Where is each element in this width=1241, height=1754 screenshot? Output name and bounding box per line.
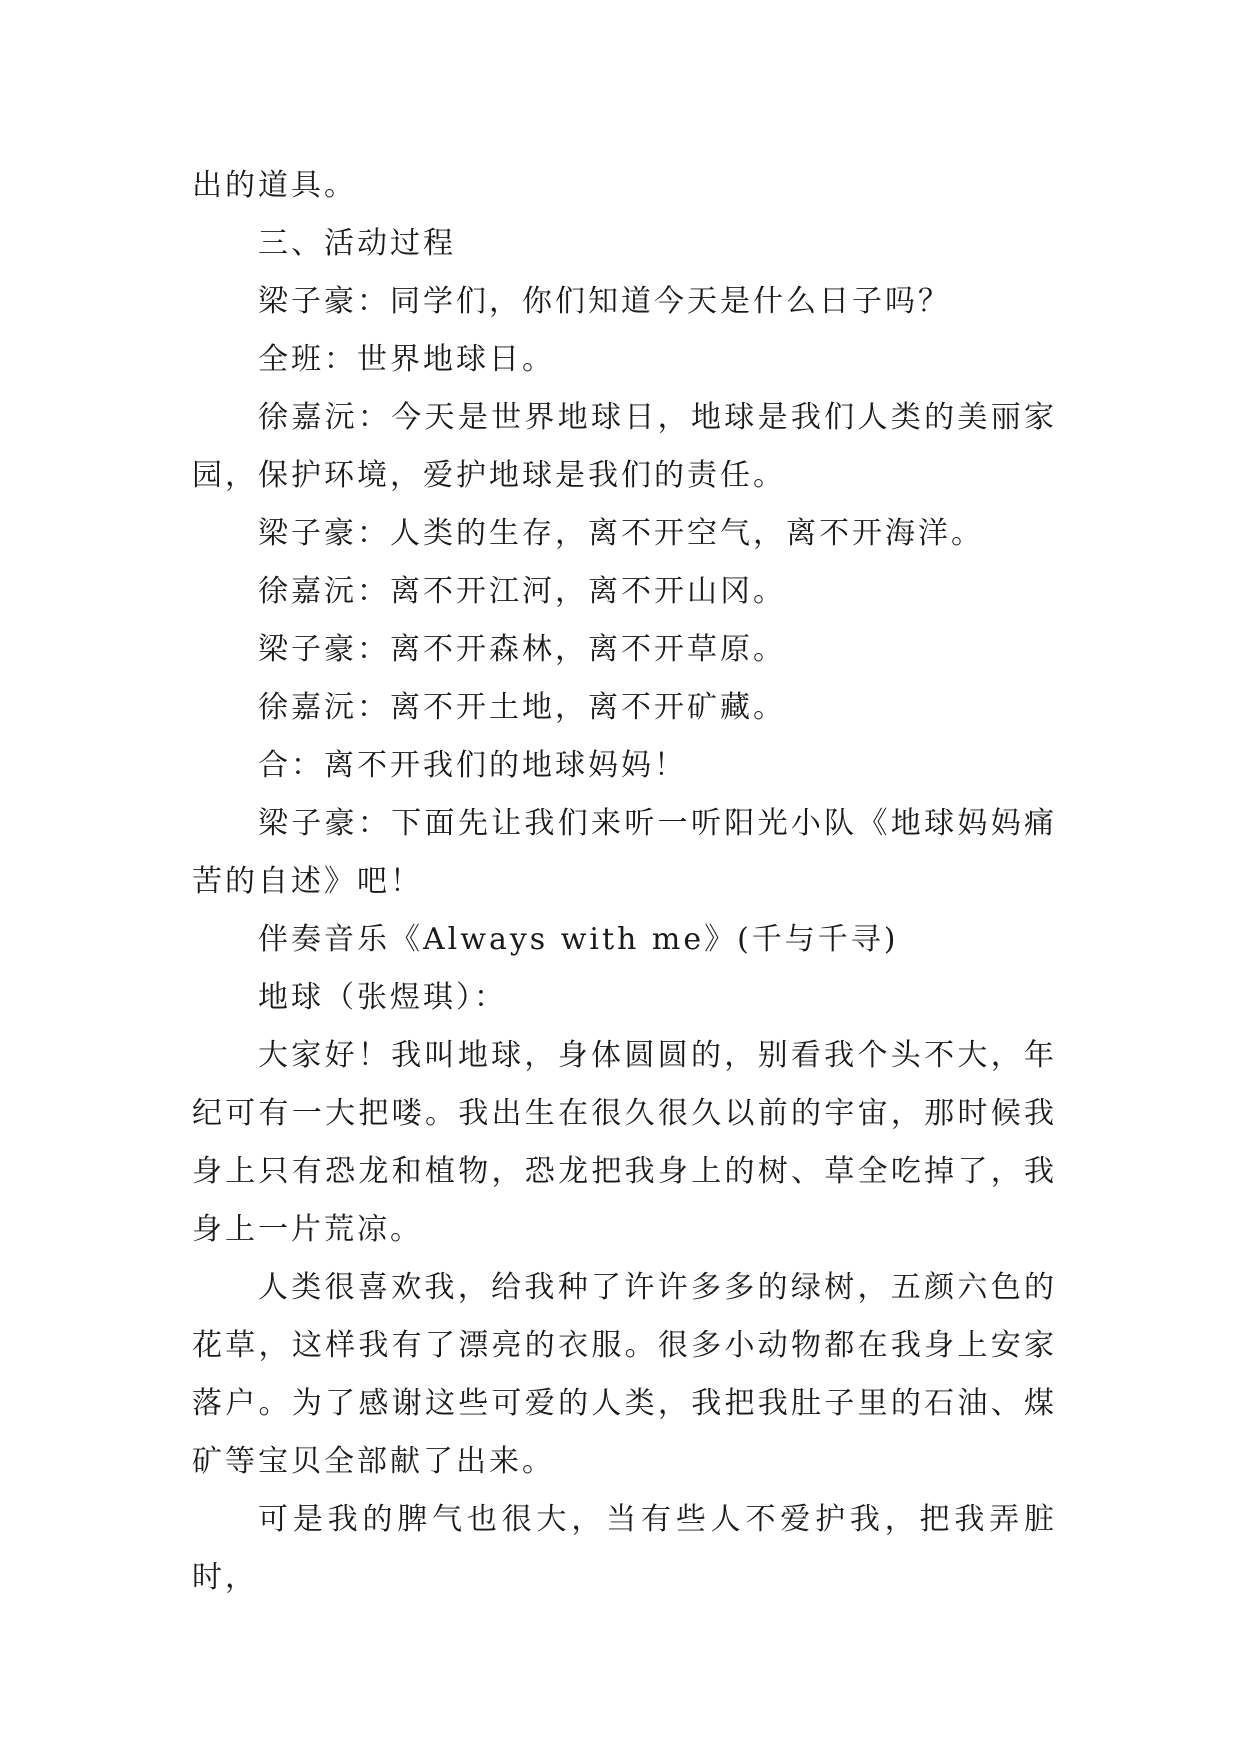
paragraph: 全班：世界地球日。 <box>258 342 555 377</box>
section-heading: 三、活动过程 <box>258 226 456 261</box>
paragraph: 人类很喜欢我，给我种了许许多多的绿树，五颜六色的花草，这样我有了漂亮的衣服。很多小动物都在我身上安家落户。为了感谢这些可爱的人类，我把我肚子里的石油、煤矿等宝贝全部献了出来。 <box>192 1270 1057 1479</box>
paragraph: 徐嘉沅：今天是世界地球日，地球是我们人类的美丽家园，保护环境，爱护地球是我们的责任。 <box>192 400 1057 493</box>
paragraph: 梁子豪：下面先让我们来听一听阳光小队《地球妈妈痛苦的自述》吧！ <box>192 806 1057 899</box>
paragraph: 地球（张煜琪）： <box>258 980 507 1015</box>
paragraph: 可是我的脾气也很大，当有些人不爱护我，把我弄脏时， <box>192 1502 1057 1595</box>
paragraph: 梁子豪：离不开森林，离不开草原。 <box>258 632 786 667</box>
paragraph: 伴奏音乐《Always with me》(千与千寻) <box>258 922 899 957</box>
paragraph: 徐嘉沅：离不开江河，离不开山冈。 <box>258 574 786 609</box>
paragraph: 出的道具。 <box>192 168 357 203</box>
paragraph: 梁子豪：同学们，你们知道今天是什么日子吗？ <box>258 284 951 319</box>
document-body <box>192 157 1057 1607</box>
paragraph: 梁子豪：人类的生存，离不开空气，离不开海洋。 <box>258 516 984 551</box>
paragraph: 徐嘉沅：离不开土地，离不开矿藏。 <box>258 690 786 725</box>
paragraph: 合：离不开我们的地球妈妈！ <box>258 748 687 783</box>
paragraph: 大家好！我叫地球，身体圆圆的，别看我个头不大，年纪可有一大把喽。我出生在很久很久以前的宇宙，那时候我身上只有恐龙和植物，恐龙把我身上的树、草全吃掉了，我身上一片荒凉。 <box>192 1038 1057 1247</box>
